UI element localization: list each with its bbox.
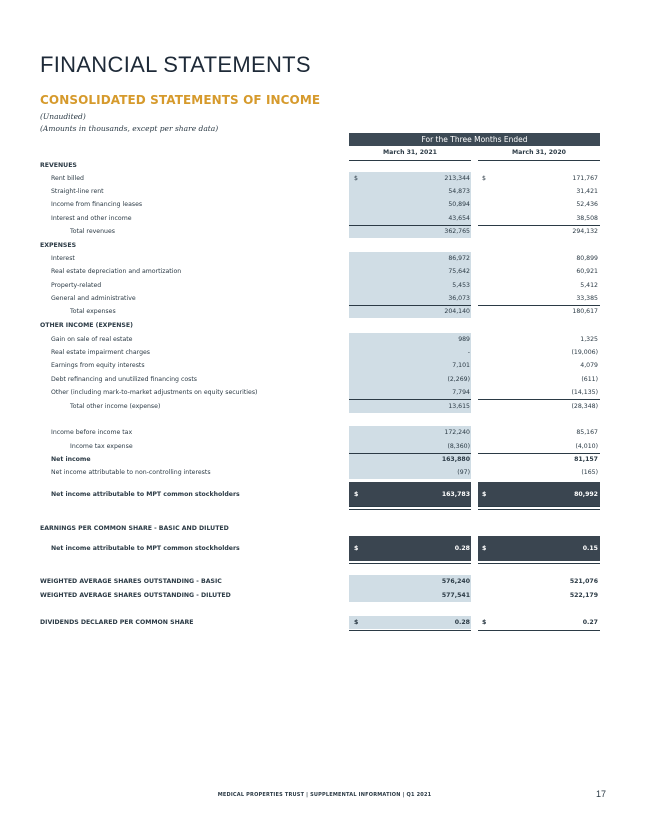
table-row [40, 172, 600, 185]
row-label: WEIGHTED AVERAGE SHARES OUTSTANDING - DILUTED [40, 592, 231, 599]
row-label: Real estate depreciation and amortization [51, 268, 182, 275]
value-2020: 522,179 [569, 592, 598, 599]
table-row-dividends [40, 616, 600, 629]
value-2021: 43,654 [448, 215, 470, 222]
value-2020: 4,079 [580, 362, 598, 369]
row-label: Gain on sale of real estate [51, 336, 133, 343]
row-label: Income tax expense [70, 443, 133, 450]
value-2020: 80,992 [574, 491, 598, 498]
table-row-total [40, 305, 600, 318]
table-row [40, 265, 600, 278]
period-header: For the Three Months Ended [349, 133, 600, 146]
table-row [40, 386, 600, 399]
table-row [40, 185, 600, 198]
row-label: Income from financing leases [51, 201, 143, 208]
footer-text: MEDICAL PROPERTIES TRUST | SUPPLEMENTAL INFORMATION | Q1 2021 [217, 792, 432, 798]
row-label: Other (including mark-to-market adjustments on equity securities) [51, 389, 258, 396]
section-heading-eps [40, 522, 600, 535]
value-2021: 86,972 [448, 255, 470, 262]
value-2021: 7,101 [452, 362, 470, 369]
value-2020: 294,132 [572, 228, 598, 235]
row-label: DIVIDENDS DECLARED PER COMMON SHARE [40, 619, 194, 626]
value-2021: 204,140 [444, 308, 470, 315]
row-label: EXPENSES [40, 242, 77, 249]
value-2021: (2,269) [447, 376, 470, 383]
value-2020: 171,767 [572, 175, 598, 182]
value-2021: 576,240 [441, 578, 470, 585]
separator-line [478, 563, 600, 564]
separator-line [349, 506, 471, 507]
row-label: Net income [51, 456, 91, 463]
value-2021: 0.28 [454, 619, 470, 626]
row-label: Income before income tax [51, 429, 133, 436]
row-label: Earnings from equity interests [51, 362, 145, 369]
row-label: Total other income (expense) [70, 403, 161, 410]
table-row [40, 333, 600, 346]
table-row [40, 426, 600, 439]
table-row [40, 346, 600, 359]
value-2021: 50,894 [448, 201, 470, 208]
row-label: Straight-line rent [51, 188, 104, 195]
table-row-eps [40, 542, 600, 555]
note-unaudited: (Unaudited) [40, 112, 86, 121]
value-2020: 0.27 [582, 619, 598, 626]
value-2021: 577,541 [441, 592, 470, 599]
row-label: EARNINGS PER COMMON SHARE - BASIC AND DILUTED [40, 525, 229, 532]
currency-symbol: $ [354, 619, 359, 626]
row-label: Net income attributable to MPT common stockholders [51, 491, 240, 498]
row-label: Net income attributable to non-controlling interests [51, 469, 211, 476]
value-2021: - [467, 349, 470, 356]
value-2020: 81,157 [574, 456, 598, 463]
value-2021: 213,344 [444, 175, 470, 182]
value-2020: 5,412 [580, 282, 598, 289]
value-2020: 52,436 [576, 201, 598, 208]
value-2020: 33,385 [576, 295, 598, 302]
row-label: Interest and other income [51, 215, 132, 222]
value-2021: 54,873 [448, 188, 470, 195]
table-row [40, 359, 600, 372]
row-label: General and administrative [51, 295, 136, 302]
table-row [40, 212, 600, 225]
currency-symbol: $ [354, 491, 359, 498]
separator-line [349, 630, 471, 631]
table-row [40, 440, 600, 453]
value-2020: 85,167 [576, 429, 598, 436]
value-2020: (611) [581, 376, 598, 383]
value-2020: 180,617 [572, 308, 598, 315]
value-2020: (19,006) [571, 349, 598, 356]
separator-line [478, 506, 600, 507]
section-heading-other [40, 319, 600, 332]
separator-line [349, 509, 471, 510]
section-title: CONSOLIDATED STATEMENTS OF INCOME [40, 93, 321, 107]
page-title: FINANCIAL STATEMENTS [40, 52, 311, 77]
value-2021: 0.28 [454, 545, 470, 552]
currency-symbol: $ [482, 175, 486, 182]
row-label: Net income attributable to MPT common stockholders [51, 545, 240, 552]
value-2020: (165) [581, 469, 598, 476]
row-label: Total expenses [70, 308, 116, 315]
table-row [40, 252, 600, 265]
value-2020: (14,135) [571, 389, 598, 396]
currency-symbol: $ [482, 545, 487, 552]
value-2021: 163,880 [441, 456, 470, 463]
table-row-shares-basic [40, 575, 600, 588]
table-row-total [40, 225, 600, 238]
value-2020: 60,921 [576, 268, 598, 275]
value-2021: 13,615 [448, 403, 470, 410]
table-row [40, 466, 600, 479]
value-2020: (28,348) [571, 403, 598, 410]
currency-symbol: $ [482, 619, 487, 626]
row-label: Real estate impairment charges [51, 349, 151, 356]
row-label: Interest [51, 255, 75, 262]
table-row-total [40, 400, 600, 413]
row-label: Total revenues [70, 228, 115, 235]
table-row [40, 198, 600, 211]
value-2020: 80,899 [576, 255, 598, 262]
separator-line [478, 509, 600, 510]
row-label: WEIGHTED AVERAGE SHARES OUTSTANDING - BASIC [40, 578, 222, 585]
section-heading-revenues [40, 159, 600, 172]
value-2021: 75,642 [448, 268, 470, 275]
currency-symbol: $ [354, 175, 358, 182]
value-2020: 1,325 [580, 336, 598, 343]
row-label: Property-related [51, 282, 102, 289]
table-row-net-income [40, 453, 600, 466]
value-2021: 163,783 [441, 491, 470, 498]
separator-line [349, 563, 471, 564]
value-2021: 362,765 [444, 228, 470, 235]
value-2021: 989 [458, 336, 470, 343]
value-2020: (4,010) [575, 443, 598, 450]
row-label: OTHER INCOME (EXPENSE) [40, 322, 133, 329]
table-row [40, 292, 600, 305]
value-2020: 0.15 [582, 545, 598, 552]
table-row [40, 279, 600, 292]
table-row-shares-diluted [40, 589, 600, 602]
value-2021: 172,240 [444, 429, 470, 436]
page-number: 17 [596, 789, 607, 799]
value-2020: 31,421 [576, 188, 598, 195]
value-2021: (97) [457, 469, 470, 476]
value-2021: 36,073 [448, 295, 470, 302]
row-label: REVENUES [40, 162, 77, 169]
separator-line [478, 630, 600, 631]
value-2021: (8,360) [447, 443, 470, 450]
row-label: Rent billed [51, 175, 84, 182]
currency-symbol: $ [482, 491, 487, 498]
value-2021: 5,453 [452, 282, 470, 289]
table-row [40, 373, 600, 386]
table-row-net-mpt [40, 488, 600, 501]
value-2020: 521,076 [569, 578, 598, 585]
section-heading-expenses [40, 239, 600, 252]
column-header-2020: March 31, 2020 [478, 148, 600, 161]
currency-symbol: $ [354, 545, 359, 552]
value-2020: 38,508 [576, 215, 598, 222]
value-2021: 7,794 [452, 389, 470, 396]
note-amounts: (Amounts in thousands, except per share data) [40, 124, 219, 133]
column-header-2021: March 31, 2021 [349, 148, 471, 161]
row-label: Debt refinancing and unutilized financing costs [51, 376, 198, 383]
